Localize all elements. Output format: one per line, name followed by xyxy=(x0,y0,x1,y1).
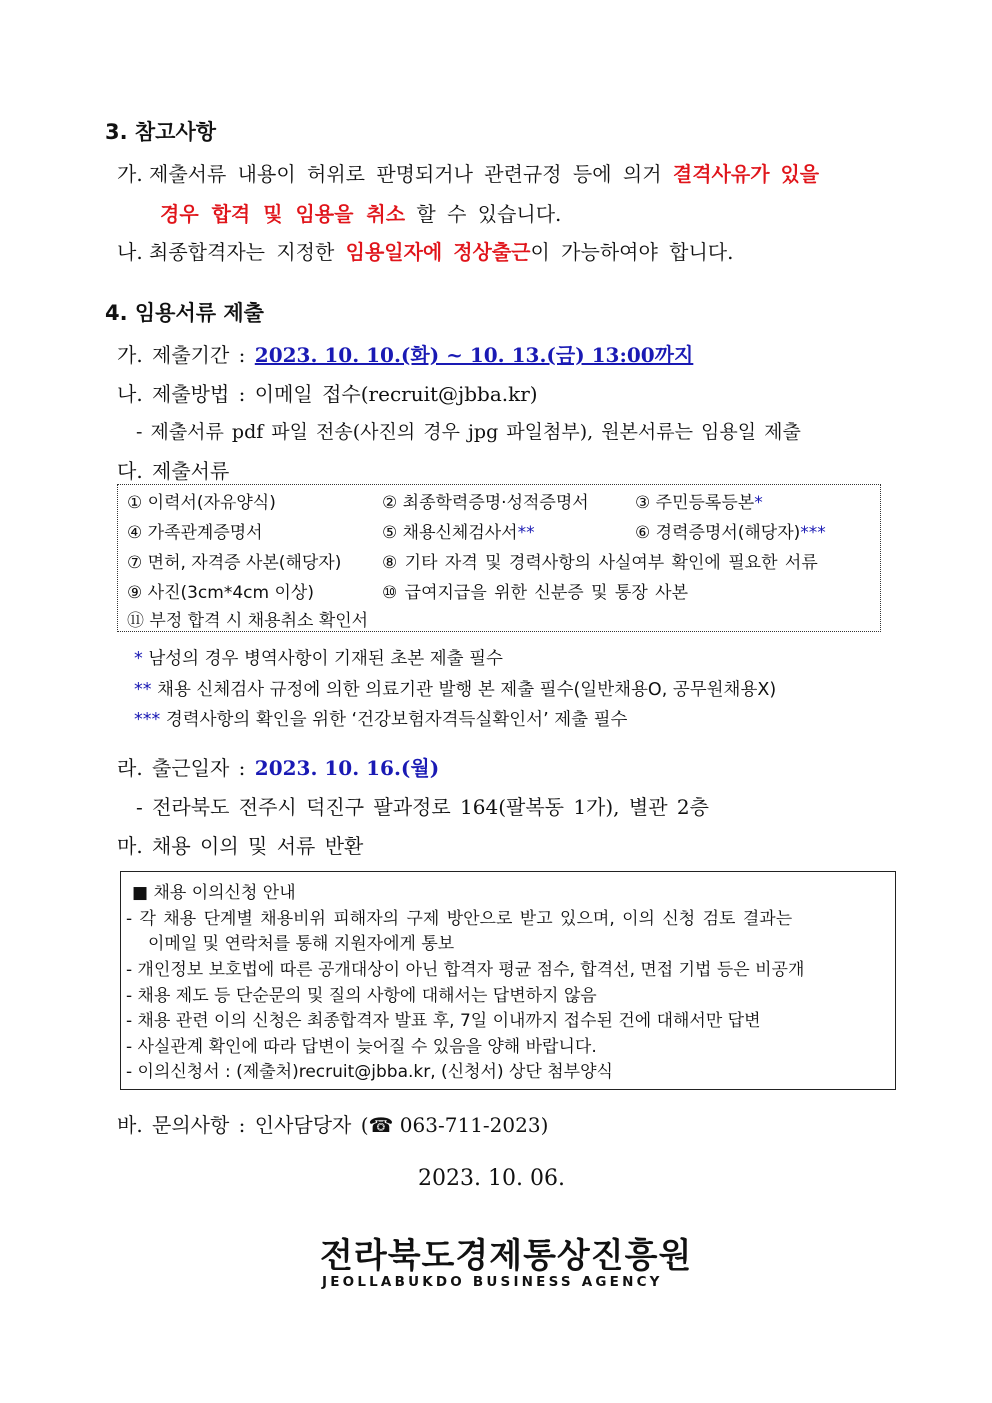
sec3-ga-red2: 경우 합격 및 임용을 취소 xyxy=(160,202,406,226)
note-2-mark: ** xyxy=(134,680,152,700)
note-2-text: 채용 신체검사 규정에 의한 의료기관 발행 본 제출 필수(일반채용O, 공무원채용X) xyxy=(151,680,777,700)
doc-item-5-label: ⑤ 채용신체검사서 xyxy=(382,523,518,543)
sec4-method xyxy=(117,378,538,407)
sec4-method-detail: - 제출서류 pdf 파일 전송(사진의 경우 jpg 파일첨부), 원본서류는 임용일 제출 xyxy=(136,421,801,443)
objection-line-4: - 채용 관련 이의 신청은 최종합격자 발표 후, 7일 이내까지 접수된 건에 대해서만 답변 xyxy=(126,1011,761,1031)
doc-item-7: ⑦ 면허, 자격증 사본(해당자) xyxy=(127,553,342,573)
doc-item-4: ④ 가족관계증명서 xyxy=(127,523,263,543)
note-1-mark: * xyxy=(134,649,143,669)
start-date-value: 2023. 10. 16.(월) xyxy=(254,756,440,780)
sec3-na-text2: 이 가능하여야 합니다. xyxy=(530,240,734,264)
objection-title: ■ 채용 이의신청 안내 xyxy=(132,883,296,903)
sec4-objection-label: 마. 채용 이의 및 서류 반환 xyxy=(117,834,364,858)
period-value: 2023. 10. 10.(화) ~ 10. 13.(금) 13:00까지 xyxy=(254,343,694,367)
doc-item-5-mark: ** xyxy=(517,523,535,543)
doc-item-10: ⑩ 급여지급을 위한 신분증 및 통장 사본 xyxy=(382,583,688,603)
sec4-period xyxy=(117,339,693,368)
note-2 xyxy=(134,676,776,701)
sec3-ga-red: 결격사유가 있을 xyxy=(672,162,820,186)
contact-phone: 063-711-2023) xyxy=(393,1113,549,1137)
method-value: 이메일 접수(recruit@jbba.kr) xyxy=(254,382,538,406)
section-3-heading: 3. 참고사항 xyxy=(105,120,217,144)
contact-label: 바. 문의사항 : 인사담당자 ( xyxy=(117,1113,369,1137)
note-3 xyxy=(134,706,627,731)
objection-line-1: - 각 채용 단계별 채용비위 피해자의 구제 방안으로 받고 있으며, 이의 신청 검토 결과는 xyxy=(126,909,793,929)
doc-item-5 xyxy=(382,518,535,543)
sec3-ga-text2: 할 수 있습니다. xyxy=(405,202,562,226)
document-date: 2023. 10. 06. xyxy=(418,1166,565,1191)
objection-line-3: - 채용 제도 등 단순문의 및 질의 사항에 대해서는 답변하지 않음 xyxy=(126,986,597,1006)
sec3-ga-text: 제출서류 내용이 허위로 판명되거나 관련규정 등에 의거 xyxy=(149,162,673,186)
doc-item-2: ② 최종학력증명·성적증명서 xyxy=(382,493,589,513)
doc-item-3-mark: * xyxy=(754,493,763,513)
note-3-mark: *** xyxy=(134,710,161,730)
doc-item-9: ⑨ 사진(3cm*4cm 이상) xyxy=(127,583,314,603)
objection-line-5: - 사실관계 확인에 따라 답변이 늦어질 수 있음을 양해 바랍니다. xyxy=(126,1037,597,1057)
note-1-text: 남성의 경우 병역사항이 기재된 초본 제출 필수 xyxy=(142,649,503,669)
doc-item-6 xyxy=(635,518,826,543)
doc-item-1: ① 이력서(자유양식) xyxy=(127,493,276,513)
sec4-docs-label: 다. 제출서류 xyxy=(117,459,230,483)
sec4-start-date xyxy=(117,752,439,781)
objection-line-6: - 이의신청서 : (제출처)recruit@jbba.kr, (신청서) 상단 첨부양식 xyxy=(126,1062,613,1082)
method-label: 나. 제출방법 : xyxy=(117,382,255,406)
phone-icon: ☎ xyxy=(368,1113,394,1137)
doc-item-8: ⑧ 기타 자격 및 경력사항의 사실여부 확인에 필요한 서류 xyxy=(382,553,818,573)
note-3-text: 경력사항의 확인을 위한 ‘건강보험자격득실확인서’ 제출 필수 xyxy=(160,710,628,730)
sec3-na-text: 최종합격자는 지정한 xyxy=(149,240,346,264)
start-date-label: 라. 출근일자 : xyxy=(117,756,255,780)
sec3-item-na xyxy=(117,236,733,265)
doc-item-3 xyxy=(635,488,763,513)
doc-item-6-label: ⑥ 경력증명서(해당자) xyxy=(635,523,801,543)
doc-item-6-mark: *** xyxy=(800,523,826,543)
sec3-na-red: 임용일자에 정상출근 xyxy=(345,240,531,264)
sec3-item-ga-cont xyxy=(160,198,561,227)
agency-logo-korean: 전라북도경제통상진흥원 xyxy=(320,1236,693,1276)
agency-logo-english: JEOLLABUKDO BUSINESS AGENCY xyxy=(322,1274,663,1290)
sec4-address: - 전라북도 전주시 덕진구 팔과정로 164(팔복동 1가), 별관 2층 xyxy=(136,795,709,819)
objection-line-2: - 개인정보 보호법에 따른 공개대상이 아닌 합격자 평균 점수, 합격선, 면접 기법 등은 비공개 xyxy=(126,960,805,980)
section-4-heading: 4. 임용서류 제출 xyxy=(105,301,264,325)
objection-line-1b: 이메일 및 연락처를 통해 지원자에게 통보 xyxy=(148,934,455,954)
doc-item-3-label: ③ 주민등록등본 xyxy=(635,493,755,513)
sec3-na-prefix: 나. xyxy=(117,240,150,264)
doc-item-11: ⑪ 부정 합격 시 채용취소 확인서 xyxy=(127,611,369,631)
sec4-contact xyxy=(117,1109,548,1138)
note-1 xyxy=(134,645,503,670)
period-label: 가. 제출기간 : xyxy=(117,343,255,367)
sec3-item-ga xyxy=(117,158,819,187)
sec3-ga-prefix: 가. xyxy=(117,162,150,186)
